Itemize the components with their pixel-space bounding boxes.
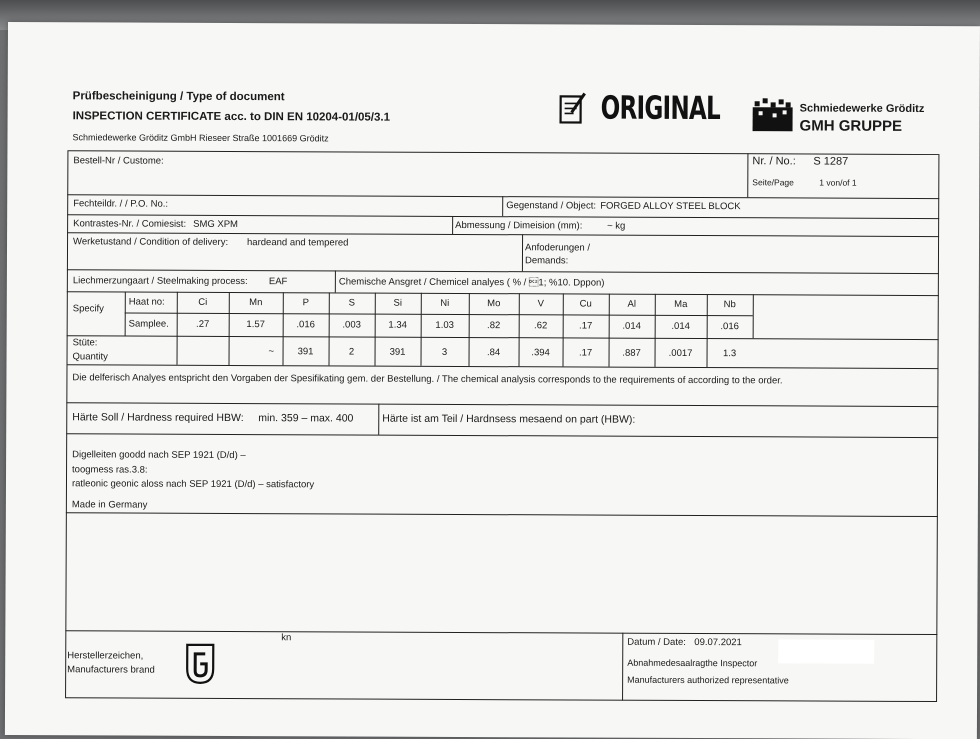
element-header-nb: Nb <box>707 299 753 310</box>
specify-label: Specify <box>73 303 104 314</box>
po-label: Fechteildr. / / P.O. No.: <box>73 198 168 209</box>
object-label: Gegenstand / Object: <box>506 200 596 211</box>
conformity-statement: Die delferisch Analyes entspricht den Vorgaben der Spesifikating gem. der Bestellung. / The chemical analysis corresponds to the requirements of according to the order. <box>72 372 782 386</box>
element-header-p: P <box>283 297 329 308</box>
quantity-label-en: Quantity <box>73 351 108 362</box>
element-header-al: Al <box>609 299 655 310</box>
quantity-value: 1.3 <box>707 348 753 359</box>
redacted-field <box>778 639 874 663</box>
quantity-value: 3 <box>421 347 469 358</box>
date-value: 09.07.2021 <box>694 637 742 648</box>
sample-value-ma: .014 <box>655 321 707 332</box>
page-value: 1 von/of 1 <box>819 178 856 188</box>
quantity-value: .394 <box>519 347 563 358</box>
element-header-mn: Mn <box>229 297 283 308</box>
element-header-ma: Ma <box>655 299 707 310</box>
condition-value: hardeand and tempered <box>247 237 348 248</box>
page-label: Seite/Page <box>752 177 794 187</box>
sample-value-ni: 1.03 <box>421 320 469 331</box>
sample-value-nb: .016 <box>707 321 753 332</box>
dimension-label: Abmessung / Dimeision (mm): <box>455 220 582 232</box>
heat-label: Haat no: <box>129 297 165 308</box>
sample-value-mn: 1.57 <box>229 319 283 330</box>
sample-value-al: .014 <box>609 321 655 332</box>
sample-value-mo: .82 <box>469 320 519 331</box>
quantity-value: 391 <box>375 347 421 358</box>
quantity-value: 391 <box>283 346 329 357</box>
test-line-3: ratleonic geonic aloss nach SEP 1921 (D/d) – satisfactory <box>72 478 314 490</box>
sample-value-ci: .27 <box>177 319 229 330</box>
certificate-title: INSPECTION CERTIFICATE acc. to DIN EN 10204-01/05/3.1 <box>73 110 390 123</box>
quantity-label: Stüte: <box>73 337 98 348</box>
material-label: Kontrastes-Nr. / Comiesist: <box>73 218 186 229</box>
hardness-measured-label: Härte ist am Teil / Hardnsess mesaend on part (HBW): <box>382 413 635 426</box>
process-value: EAF <box>269 276 288 287</box>
customer-label: Bestell-Nr / Custome: <box>73 155 163 166</box>
element-header-ci: Ci <box>177 297 229 308</box>
condition-label: Werketustand / Condition of delivery: <box>73 236 228 248</box>
test-line-2: toogmess ras.3.8: <box>72 464 148 475</box>
brand-group: GMH GRUPPE <box>800 117 903 134</box>
quantity-tilde: ~ <box>269 346 275 357</box>
quantity-value: 2 <box>329 346 375 357</box>
document-stamp-icon <box>558 90 588 124</box>
test-line-1: Digelleiten goodd nach SEP 1921 (D/d) – <box>72 449 246 461</box>
sample-value-p: .016 <box>283 319 329 330</box>
certificate-paper <box>5 22 980 739</box>
brand-label: Herstellerzeichen, <box>67 650 143 661</box>
company-address: Schmiedewerke Gröditz GmbH Rieseer Straße 1001669 Gröditz <box>72 132 328 143</box>
original-stamp-text: ORIGINAL <box>601 89 721 128</box>
chem-analysis-label: Chemische Ansgret / Chemicel analyes ( % / 1; %10. Dppon) <box>339 276 605 288</box>
element-header-cu: Cu <box>563 298 609 309</box>
demands-label: Anfoderungen / <box>525 242 590 253</box>
object-value: FORGED ALLOY STEEL BLOCK <box>600 201 740 213</box>
sample-label: Samplee. <box>129 319 169 330</box>
brand-name: Schmiedewerke Gröditz <box>800 102 925 115</box>
company-logo-icon <box>753 97 795 131</box>
nr-value: S 1287 <box>813 156 848 168</box>
quantity-value: .0017 <box>655 348 707 359</box>
sample-value-s: .003 <box>329 319 375 330</box>
sample-value-cu: .17 <box>563 320 609 331</box>
kn-label: kn <box>281 632 291 643</box>
representative-label: Manufacturers authorized representative <box>627 675 789 686</box>
brand-label-en: Manufacturers brand <box>67 664 155 675</box>
element-header-s: S <box>329 297 375 308</box>
quantity-value: .17 <box>563 347 609 358</box>
hardness-required-value: min. 359 – max. 400 <box>258 412 353 424</box>
demands-label-en: Demands: <box>525 255 568 266</box>
element-header-v: V <box>519 298 563 309</box>
doc-type-line: Prüfbescheinigung / Type of document <box>73 90 285 103</box>
sample-value-si: 1.34 <box>375 320 421 331</box>
quantity-value: .84 <box>469 347 519 358</box>
nr-label: Nr. / No.: <box>752 155 795 167</box>
date-label: Datum / Date: <box>627 637 686 648</box>
element-header-si: Si <box>375 298 421 309</box>
hardness-required-label: Härte Soll / Hardness required HBW: <box>72 411 243 424</box>
quantity-value: .887 <box>609 348 655 359</box>
dimension-value: ~ kg <box>607 221 625 232</box>
inspector-label: Abnahmedesaalragthe Inspector <box>627 658 757 669</box>
element-header-ni: Ni <box>421 298 469 309</box>
process-label: Liechmerzungaart / Steelmaking process: <box>73 275 248 287</box>
sample-value-v: .62 <box>519 320 563 331</box>
made-in-label: Made in Germany <box>72 499 148 510</box>
element-header-mo: Mo <box>469 298 519 309</box>
material-value: SMG XPM <box>193 219 238 230</box>
manufacturer-mark-icon <box>183 643 217 685</box>
